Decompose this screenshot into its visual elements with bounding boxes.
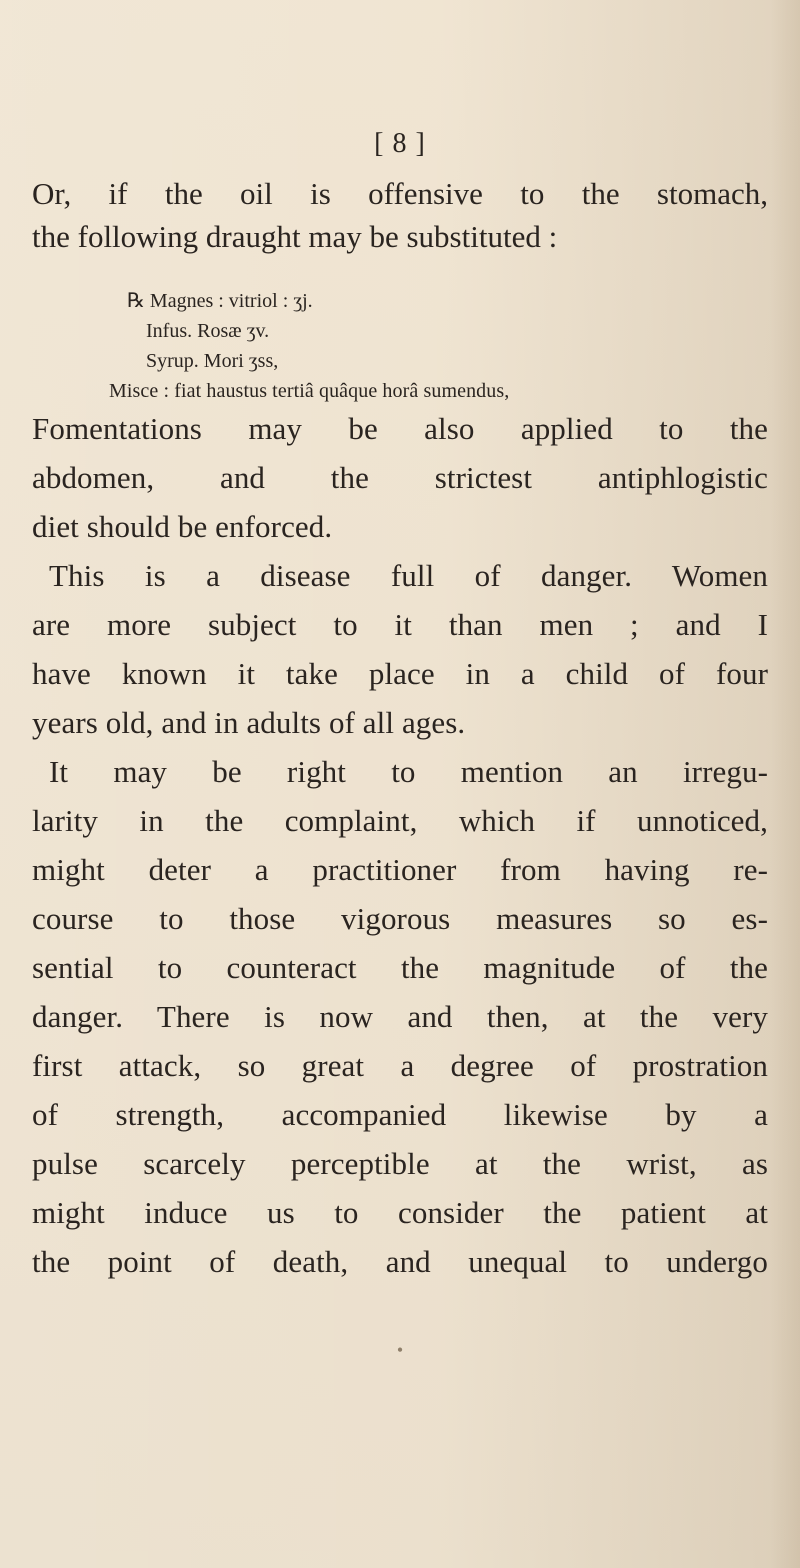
paragraph-line-16: pulse scarcely perceptible at the wrist, as: [32, 1146, 768, 1181]
paragraph-line-2: abdomen, and the strictest antiphlogistic: [32, 460, 768, 495]
paragraph-line-11: course to those vigorous measures so es-: [32, 901, 768, 936]
paragraph-line-4: This is a disease full of danger. Women: [49, 558, 768, 593]
paragraph-line-18: the point of death, and unequal to undergo: [32, 1244, 768, 1279]
intro-block: [32, 172, 768, 258]
paragraph-line-6: have known it take place in a child of four: [32, 656, 768, 691]
paragraph-line-10: might deter a practitioner from having re-: [32, 852, 768, 887]
paragraph-line-3: diet should be enforced.: [32, 509, 333, 544]
recipe-line-2: Infus. Rosæ ʒv.: [146, 320, 270, 342]
paragraph-line-1: Fomentations may be also applied to the: [32, 411, 768, 446]
paragraph-line-8: It may be right to mention an irregu-: [49, 754, 768, 789]
intro-line-1: Or, if the oil is offensive to the stomach,: [32, 176, 768, 211]
page-number-header: [ 8 ]: [374, 128, 426, 159]
paragraph-line-14: first attack, so great a degree of prostration: [32, 1048, 768, 1083]
paragraph-line-15: of strength, accompanied likewise by a: [32, 1097, 768, 1132]
intro-line-2: the following draught may be substituted :: [32, 219, 558, 254]
paragraph-line-9: larity in the complaint, which if unnoticed,: [32, 803, 768, 838]
body-text-block: [32, 404, 768, 1286]
recipe-line-1: ℞ Magnes : vitriol : ʒj.: [127, 290, 313, 312]
paragraph-line-12: sential to counteract the magnitude of the: [32, 950, 768, 985]
recipe-line-4: Misce : fiat haustus tertiâ quâque horâ sumendus,: [109, 380, 510, 402]
recipe-block: [0, 286, 800, 406]
paragraph-line-7: years old, and in adults of all ages.: [32, 705, 466, 740]
paragraph-line-5: are more subject to it than men ; and I: [32, 607, 768, 642]
page-mark: •: [396, 1340, 404, 1360]
paragraph-line-13: danger. There is now and then, at the very: [32, 999, 768, 1034]
recipe-line-3: Syrup. Mori ʒss,: [146, 350, 279, 372]
paragraph-line-17: might induce us to consider the patient at: [32, 1195, 768, 1230]
